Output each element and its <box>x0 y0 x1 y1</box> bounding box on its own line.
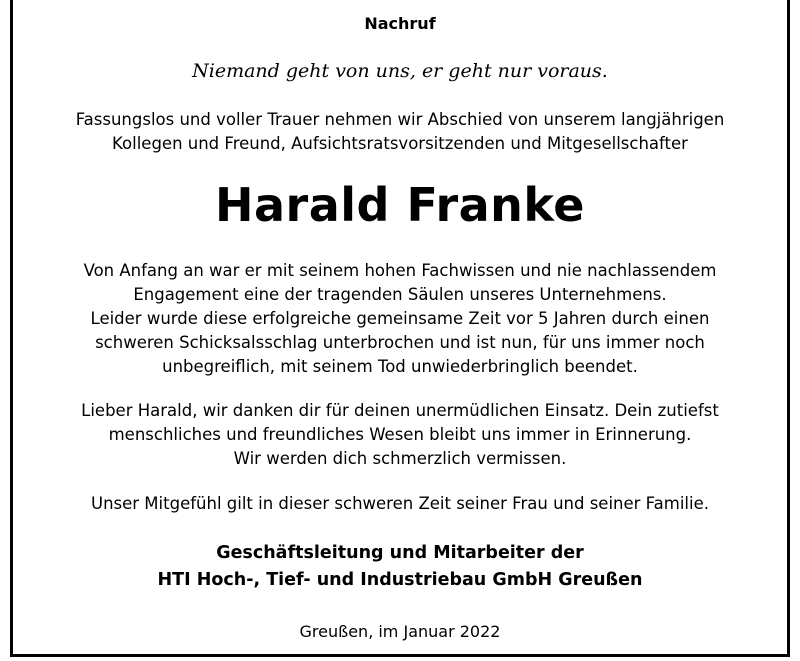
paragraph2-line-1: Lieber Harald, wir danken dir für deinen unermüdlichen Einsatz. Dein zutiefst <box>81 401 719 420</box>
paragraph1-line-3: Leider wurde diese erfolgreiche gemeinsame Zeit vor 5 Jahren durch einen <box>90 309 710 328</box>
notice-heading: Nachruf <box>364 14 436 33</box>
signature-company: HTI Hoch-, Tief- und Industriebau GmbH Greußen <box>157 570 643 590</box>
place-date: Greußen, im Januar 2022 <box>299 622 501 641</box>
notice-motto: Niemand geht von uns, er geht nur voraus. <box>192 60 608 82</box>
deceased-name: Harald Franke <box>215 178 585 232</box>
intro-line-1: Fassungslos und voller Trauer nehmen wir Abschied von unserem langjährigen <box>75 110 725 129</box>
paragraph1-line-5: unbegreiflich, mit seinem Tod unwiederbringlich beendet. <box>162 357 638 376</box>
sympathy-line: Unser Mitgefühl gilt in dieser schweren Zeit seiner Frau und seiner Familie. <box>91 494 709 513</box>
paragraph1-line-1: Von Anfang an war er mit seinem hohen Fachwissen und nie nachlassendem <box>83 261 717 280</box>
signature-line-1: Geschäftsleitung und Mitarbeiter der <box>216 543 584 563</box>
intro-line-2: Kollegen und Freund, Aufsichtsratsvorsitzenden und Mitgesellschafter <box>112 134 688 153</box>
paragraph2-line-3: Wir werden dich schmerzlich vermissen. <box>233 449 567 468</box>
paragraph2-line-2: menschliches und freundliches Wesen bleibt uns immer in Erinnerung. <box>108 425 692 444</box>
paragraph1-line-2: Engagement eine der tragenden Säulen unseres Unternehmens. <box>133 285 667 304</box>
paragraph1-line-4: schweren Schicksalsschlag unterbrochen und ist nun, für uns immer noch <box>95 333 705 352</box>
